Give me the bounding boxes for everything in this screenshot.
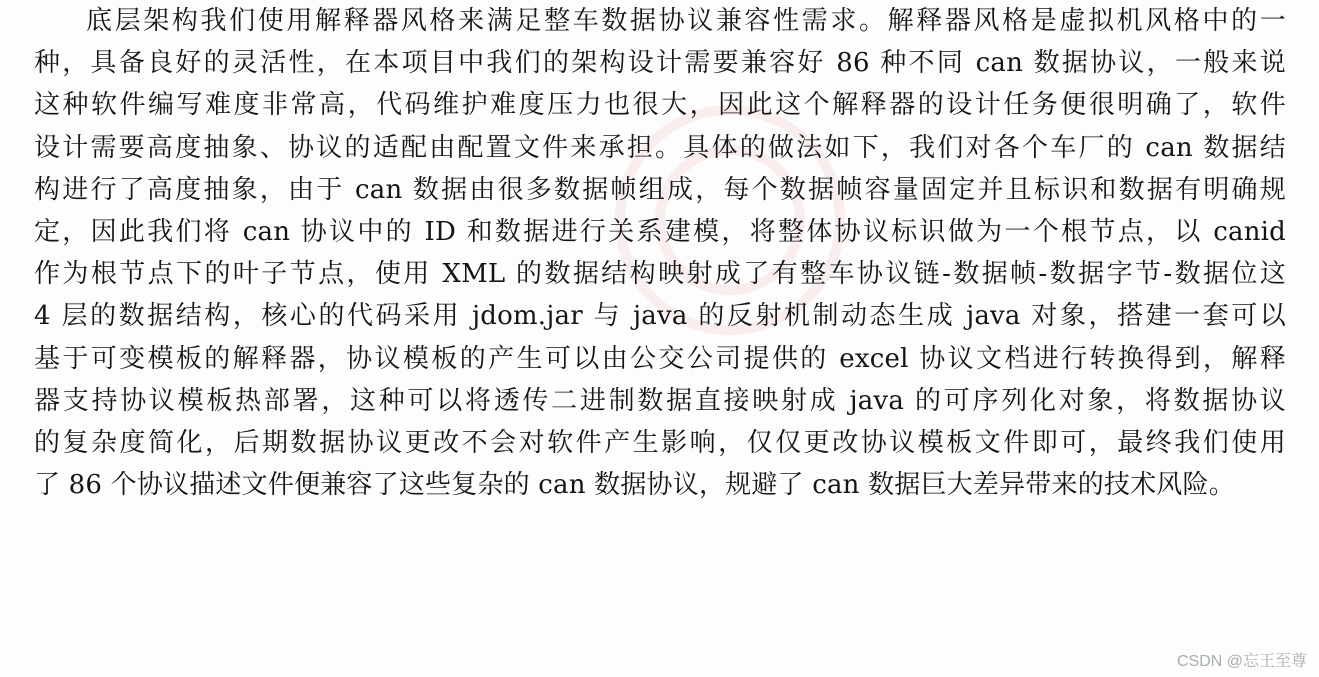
- paragraph-line: 的复杂度简化，后期数据协议更改不会对软件产生影响，仅仅更改协议模板文件即可，最终我们使用: [34, 427, 1286, 458]
- paragraph-line: 器支持协议模板热部署，这种可以将透传二进制数据直接映射成 java 的可序列化对象，将数据协议: [34, 385, 1286, 416]
- paragraph: [34, 0, 1286, 506]
- paragraph-line: 设计需要高度抽象、协议的适配由配置文件来承担。具体的做法如下，我们对各个车厂的 can 数据结: [34, 132, 1286, 163]
- paragraph-line: 种，具备良好的灵活性，在本项目中我们的架构设计需要兼容好 86 种不同 can 数据协议，一般来说: [34, 48, 1286, 79]
- paragraph-line: 4 层的数据结构，核心的代码采用 jdom.jar 与 java 的反射机制动态生成 java 对象，搭建一套可以: [34, 301, 1286, 332]
- csdn-watermark: CSDN @忘王至尊: [1176, 653, 1307, 670]
- paragraph-line: 定，因此我们将 can 协议中的 ID 和数据进行关系建模，将整体协议标识做为一个根节点，以 canid: [34, 216, 1286, 247]
- paragraph-line: 作为根节点下的叶子节点，使用 XML 的数据结构映射成了有整车协议链-数据帧-数据字节-数据位这: [34, 259, 1286, 290]
- paragraph-line: 这种软件编写难度非常高，代码维护难度压力也很大，因此这个解释器的设计任务便很明确了，软件: [34, 90, 1286, 121]
- paragraph-line: 构进行了高度抽象，由于 can 数据由很多数据帧组成，每个数据帧容量固定并且标识和数据有明确规: [34, 174, 1286, 205]
- paragraph-line: 了 86 个协议描述文件便兼容了这些复杂的 can 数据协议，规避了 can 数据巨大差异带来的技术风险。: [34, 470, 1235, 501]
- paragraph-line: 基于可变模板的解释器，协议模板的产生可以由公交公司提供的 excel 协议文档进行转换得到，解释: [34, 343, 1286, 374]
- paragraph-line: 底层架构我们使用解释器风格来满足整车数据协议兼容性需求。解释器风格是虚拟机风格中的一: [86, 6, 1286, 36]
